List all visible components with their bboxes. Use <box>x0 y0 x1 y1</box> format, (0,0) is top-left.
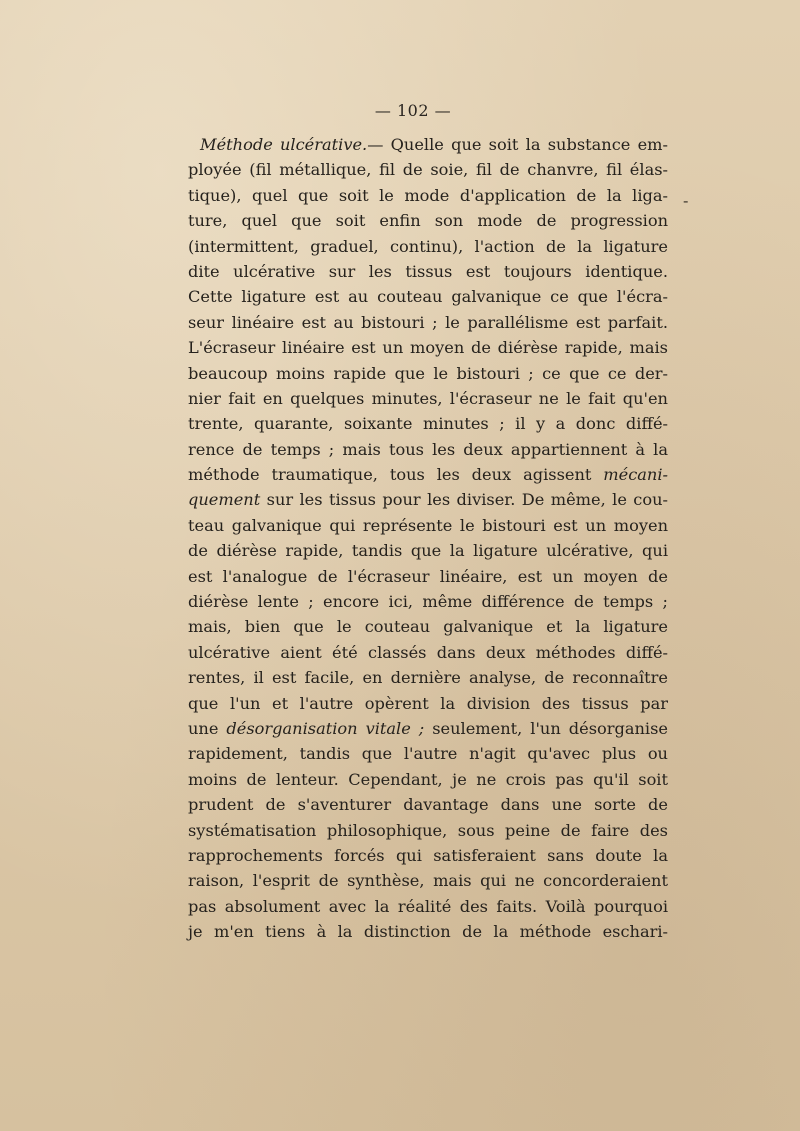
text-segment: dite ulcérative sur les tissus est toujours identique. <box>188 261 668 281</box>
text-segment: beaucoup moins rapide que le bistouri ; ce que ce der- <box>188 363 668 383</box>
text-segment: seulement, l'un désorganise <box>424 718 668 738</box>
text-line <box>188 259 668 284</box>
text-line <box>188 894 668 919</box>
italic-segment: mécani- <box>603 465 668 485</box>
text-line <box>188 513 668 538</box>
text-segment: moins de lenteur. Cependant, je ne crois pas qu'il soit <box>188 769 668 789</box>
text-segment: ulcérative aient été classés dans deux méthodes diffé- <box>188 642 668 662</box>
text-segment: nier fait en quelques minutes, l'écraseur ne le fait qu'en <box>188 388 668 408</box>
margin-mark: - <box>683 191 689 210</box>
italic-segment: Méthode ulcérative. <box>200 135 368 154</box>
text-segment: trente, quarante, soixante minutes ; il y a donc diffé- <box>188 414 668 434</box>
text-line <box>188 614 668 639</box>
text-line <box>188 462 668 487</box>
text-line <box>188 208 668 233</box>
text-line <box>188 919 668 944</box>
text-line <box>188 132 668 157</box>
text-line <box>188 741 668 766</box>
text-segment: seur linéaire est au bistouri ; le parallélisme est parfait. <box>188 312 668 332</box>
text-line <box>188 234 668 259</box>
text-segment: ployée (fil métallique, fil de soie, fil de chanvre, fil élas- <box>188 160 668 180</box>
text-segment: prudent de s'aventurer davantage dans une sorte de <box>188 795 668 815</box>
text-line <box>188 284 668 309</box>
text-line <box>188 767 668 792</box>
text-segment: est l'analogue de l'écraseur linéaire, est un moyen de <box>188 566 668 586</box>
text-line <box>188 538 668 563</box>
text-segment: ture, quel que soit enfin son mode de progression <box>188 211 668 231</box>
text-line <box>188 665 668 690</box>
text-segment: rapidement, tandis que l'autre n'agit qu'avec plus ou <box>188 744 668 764</box>
text-line <box>188 564 668 589</box>
text-segment: teau galvanique qui représente le bistouri est un moyen <box>188 515 668 535</box>
text-segment: (intermittent, graduel, continu), l'action de la ligature <box>188 236 668 256</box>
text-segment: une <box>188 718 227 738</box>
text-segment: — Quelle que soit la substance em- <box>367 135 668 154</box>
text-line <box>188 640 668 665</box>
italic-segment: désorganisation vitale ; <box>226 718 425 738</box>
text-line <box>188 335 668 360</box>
text-line <box>188 792 668 817</box>
text-segment: Cette ligature est au couteau galvanique ce que l'écra- <box>188 287 668 307</box>
text-line <box>188 157 668 182</box>
text-line <box>188 589 668 614</box>
text-segment: pas absolument avec la réalité des faits. Voilà pourquoi <box>188 896 668 916</box>
text-segment: que l'un et l'autre opèrent la division des tissus par <box>188 693 668 713</box>
text-line <box>188 183 668 208</box>
text-segment: sur les tissus pour les diviser. De même, le cou- <box>260 490 668 510</box>
text-segment: raison, l'esprit de synthèse, mais qui ne concorderaient <box>188 871 668 891</box>
text-segment: rence de temps ; mais tous les deux appartiennent à la <box>188 439 668 459</box>
text-line <box>188 386 668 411</box>
body-text <box>188 132 668 945</box>
text-line <box>188 868 668 893</box>
page-number: — 102 — <box>374 101 452 120</box>
italic-segment: quement <box>188 490 261 510</box>
text-line <box>188 487 668 512</box>
text-line <box>188 437 668 462</box>
text-segment: systématisation philosophique, sous peine de faire des <box>188 820 668 840</box>
text-line <box>188 843 668 868</box>
text-segment: rentes, il est facile, en dernière analyse, de reconnaître <box>188 668 668 688</box>
text-line <box>188 361 668 386</box>
text-segment: L'écraseur linéaire est un moyen de diérèse rapide, mais <box>188 338 668 358</box>
text-segment: rapprochements forcés qui satisferaient sans doute la <box>188 845 668 865</box>
text-segment: tique), quel que soit le mode d'application de la liga- <box>188 185 668 205</box>
text-line <box>188 310 668 335</box>
text-segment: mais, bien que le couteau galvanique et la ligature <box>188 617 668 637</box>
text-segment: méthode traumatique, tous les deux agissent <box>188 465 604 485</box>
text-segment: de diérèse rapide, tandis que la ligature ulcérative, qui <box>188 541 668 561</box>
text-line <box>188 818 668 843</box>
text-segment: je m'en tiens à la distinction de la méthode eschari- <box>188 922 668 942</box>
text-line <box>188 411 668 436</box>
text-segment: diérèse lente ; encore ici, même différence de temps ; <box>188 592 668 612</box>
text-line <box>188 716 668 741</box>
text-line <box>188 691 668 716</box>
